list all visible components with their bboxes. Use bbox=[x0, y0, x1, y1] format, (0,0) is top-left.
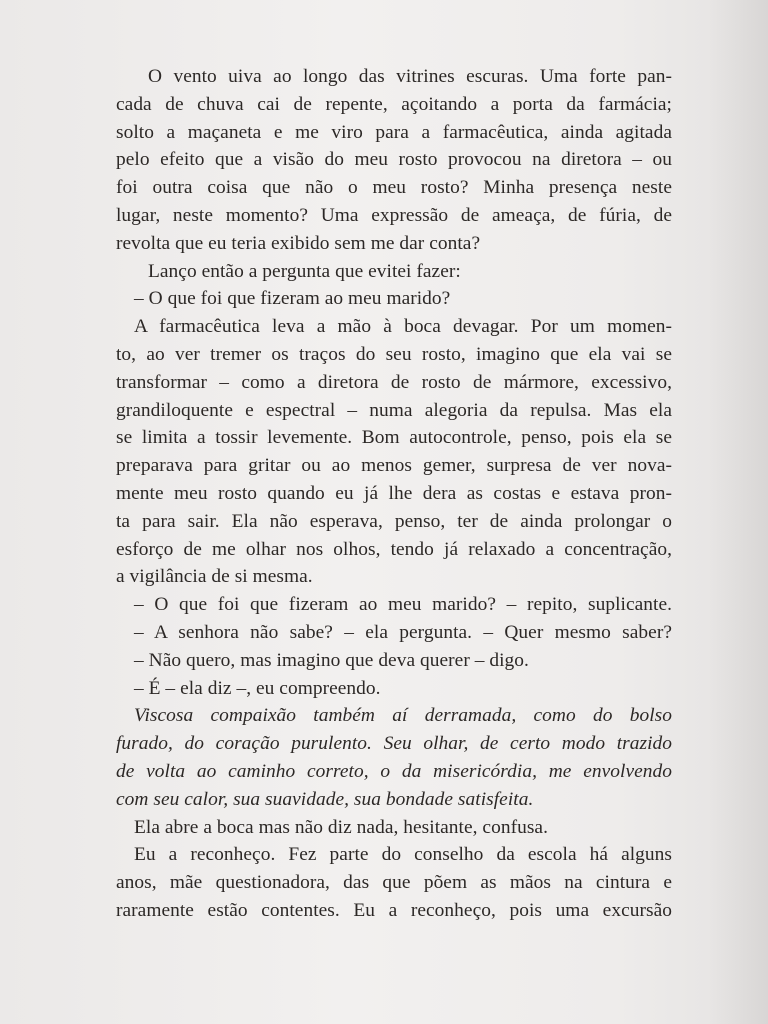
text-line: grandiloquente e espectral – numa alegoria da repulsa. Mas ela bbox=[116, 399, 672, 421]
text-line: solto a maçaneta e me viro para a farmacêutica, ainda agitada bbox=[116, 121, 672, 143]
text-line: anos, mãe questionadora, das que põem as mãos na cintura e bbox=[116, 872, 672, 894]
dialogue-line: – O que foi que fizeram ao meu marido? bbox=[134, 288, 451, 310]
italic-line: furado, do coração purulento. Seu olhar, de certo modo trazido bbox=[116, 733, 672, 755]
text-line: lugar, neste momento? Uma expressão de ameaça, de fúria, de bbox=[116, 204, 672, 226]
text-line: transformar – como a diretora de rosto de mármore, excessivo, bbox=[116, 371, 672, 393]
text-line: se limita a tossir levemente. Bom autocontrole, penso, pois ela se bbox=[116, 427, 672, 449]
dialogue-line: – Não quero, mas imagino que deva querer – digo. bbox=[134, 649, 529, 671]
italic-line: Viscosa compaixão também aí derramada, como do bolso bbox=[134, 705, 672, 727]
text-line: Ela abre a boca mas não diz nada, hesitante, confusa. bbox=[134, 816, 548, 838]
dialogue-line: – É – ela diz –, eu compreendo. bbox=[134, 677, 381, 699]
text-line: ta para sair. Ela não esperava, penso, ter de ainda prolongar o bbox=[116, 510, 672, 532]
text-line: raramente estão contentes. Eu a reconheço, pois uma excursão bbox=[116, 899, 672, 921]
text-line: mente meu rosto quando eu já lhe dera as costas e estava pron- bbox=[116, 482, 672, 504]
text-line: cada de chuva cai de repente, açoitando a porta da farmácia; bbox=[116, 93, 672, 115]
text-line: to, ao ver tremer os traços do seu rosto, imagino que ela vai se bbox=[116, 343, 672, 365]
text-line: revolta que eu teria exibido sem me dar conta? bbox=[116, 232, 481, 254]
text-line: pelo efeito que a visão do meu rosto provocou na diretora – ou bbox=[116, 149, 672, 171]
text-line: Eu a reconheço. Fez parte do conselho da escola há alguns bbox=[134, 844, 672, 866]
text-line: foi outra coisa que não o meu rosto? Minha presença neste bbox=[116, 177, 672, 199]
text-line: Lanço então a pergunta que evitei fazer: bbox=[148, 260, 461, 282]
text-line: A farmacêutica leva a mão à boca devagar. Por um momen- bbox=[134, 316, 672, 338]
italic-line: de volta ao caminho correto, o da misericórdia, me envolvendo bbox=[116, 760, 672, 782]
dialogue-line: – O que foi que fizeram ao meu marido? – repito, suplicante. bbox=[134, 594, 672, 616]
text-line: a vigilância de si mesma. bbox=[116, 566, 313, 588]
body-text bbox=[116, 63, 672, 925]
dialogue-line: – A senhora não sabe? – ela pergunta. – Quer mesmo saber? bbox=[134, 621, 672, 643]
text-line: esforço de me olhar nos olhos, tendo já relaxado a concentração, bbox=[116, 538, 672, 560]
italic-line: com seu calor, sua suavidade, sua bondade satisfeita. bbox=[116, 788, 534, 810]
text-line: preparava para gritar ou ao menos gemer, surpresa de ver nova- bbox=[116, 455, 672, 477]
text-line: O vento uiva ao longo das vitrines escuras. Uma forte pan- bbox=[148, 66, 672, 87]
